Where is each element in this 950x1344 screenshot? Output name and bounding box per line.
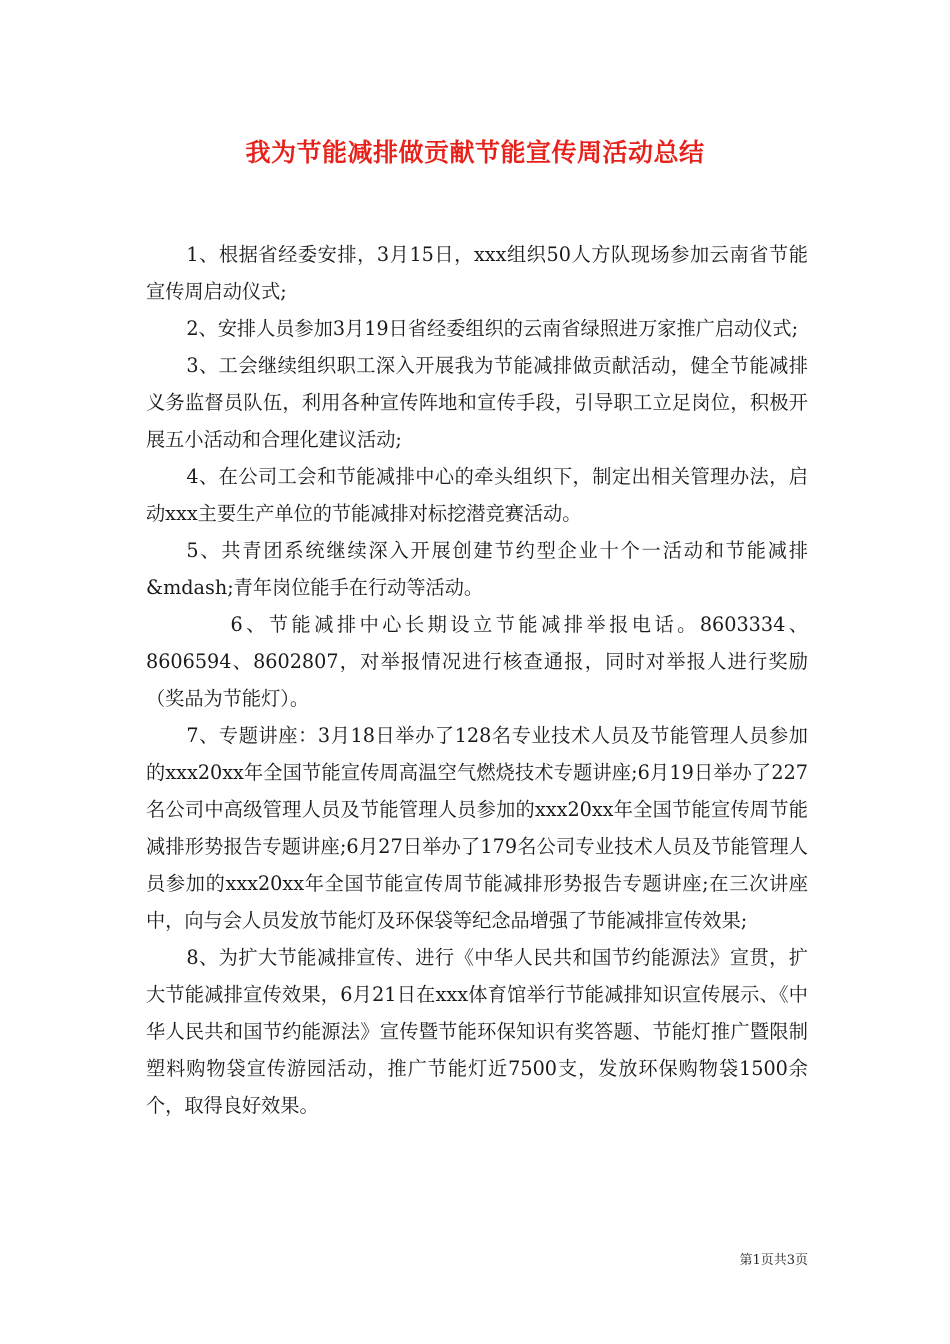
document-body xyxy=(146,236,808,1124)
document-title: 我为节能减排做贡献节能宣传周活动总结 xyxy=(245,138,705,167)
paragraph-4: 4、在公司工会和节能减排中心的牵头组织下，制定出相关管理办法，启动xxx主要生产单位的节能减排对标挖潜竞赛活动。 xyxy=(146,465,808,525)
page-number-footer: 第1页共3页 xyxy=(739,1253,808,1268)
paragraph-7: 7、专题讲座：3月18日举办了128名专业技术人员及节能管理人员参加的xxx20xx年全国节能宣传周高温空气燃烧技术专题讲座;6月19日举办了227名公司中高级管理人员及节能管理人员参加的xxx20xx年全国节能宣传周节能减排形势报告专题讲座;6月27日举办了179名公司专业技术人员及节能管理人员参加的xxx20xx年全国节能宣传周节能减排形势报告专题讲座;在三次讲座中，向与会人员发放节能灯及环保袋等纪念品增强了节能减排宣传效果; xyxy=(146,724,808,932)
paragraph-2: 2、安排人员参加3月19日省经委组织的云南省绿照进万家推广启动仪式; xyxy=(186,317,799,340)
paragraph-8: 8、为扩大节能减排宣传、进行《中华人民共和国节约能源法》宣贯，扩大节能减排宣传效果，6月21日在xxx体育馆举行节能减排知识宣传展示、《中华人民共和国节约能源法》宣传暨节能环保知识有奖答题、节能灯推广暨限制塑料购物袋宣传游园活动，推广节能灯近7500支，发放环保购物袋1500余个，取得良好效果。 xyxy=(146,946,808,1117)
paragraph-1: 1、根据省经委安排，3月15日，xxx组织50人方队现场参加云南省节能宣传周启动仪式; xyxy=(146,243,808,303)
paragraph-3: 3、工会继续组织职工深入开展我为节能减排做贡献活动，健全节能减排义务监督员队伍，利用各种宣传阵地和宣传手段，引导职工立足岗位，积极开展五小活动和合理化建议活动; xyxy=(146,354,808,451)
paragraph-6: 6、节能减排中心长期设立节能减排举报电话。8603334、8606594、8602807，对举报情况进行核查通报，同时对举报人进行奖励（奖品为节能灯）。 xyxy=(146,613,808,710)
paragraph-5: 5、共青团系统继续深入开展创建节约型企业十个一活动和节能减排&mdash;青年岗位能手在行动等活动。 xyxy=(146,539,808,599)
